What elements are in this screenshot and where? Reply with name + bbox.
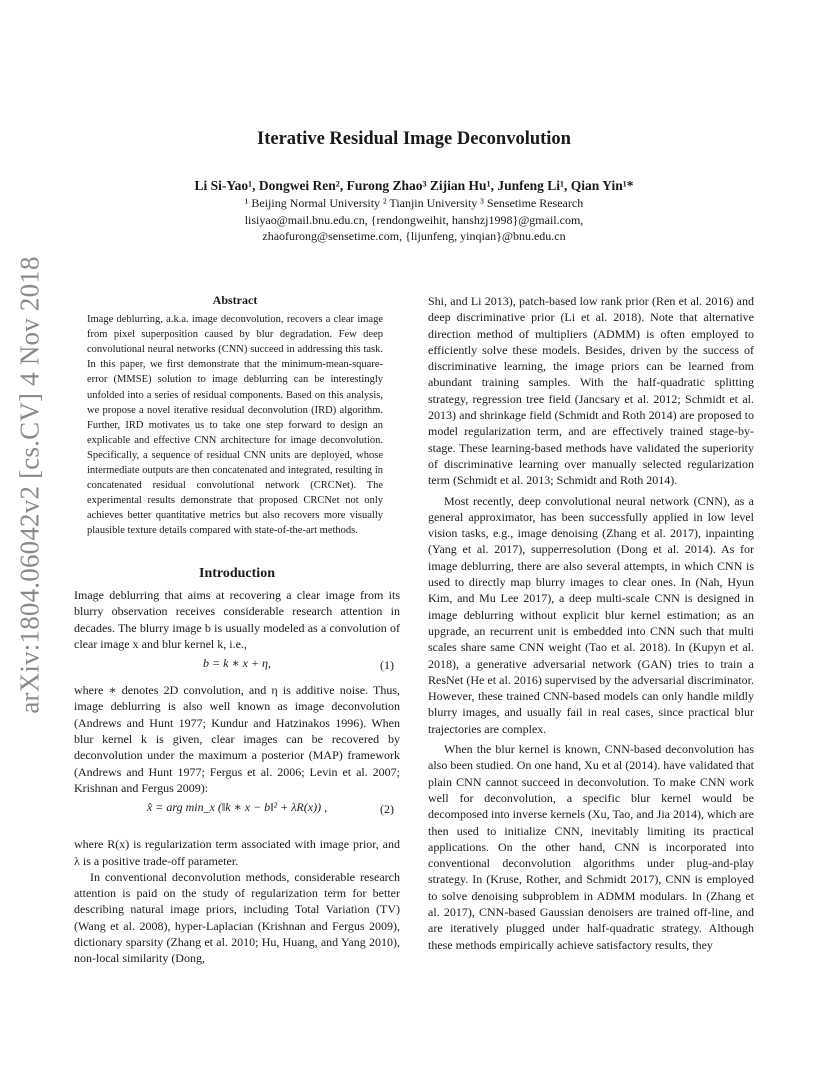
author-list: Li Si-Yao¹, Dongwei Ren², Furong Zhao³ Zijian Hu¹, Junfeng Li¹, Qian Yin¹* [194, 178, 634, 193]
paragraph: Shi, and Li 2013), patch-based low rank prior (Ren et al. 2016) and deep discriminative prior (Li et al. 2018). Note that alternative direction method of multipliers (ADMM) is often employed to efficiently solve these models. Besides, driven by the success of discriminative learning, the image priors can be learned from abundant training samples. With the half-quadratic splitting strategy, regression tree field (Jancsary et al. 2012; Schmidt et al. 2013) and shrinkage field (Schmidt and Roth 2014) are proposed to model regularization term, and are effectively trained stage-by-stage. These learning-based methods have validated the superiority of discriminative learning over manually selected regularization term (Schmidt et al. 2013; Schmidt and Roth 2014). [428, 294, 754, 488]
equation-number: (1) [380, 658, 394, 673]
equation-2 [74, 799, 400, 833]
right-column [428, 293, 754, 953]
paper-title: Iterative Residual Image Deconvolution [257, 129, 571, 149]
equation-1 [74, 655, 400, 679]
affiliation-line: ¹ Beijing Normal University ² Tianjin University ³ Sensetime Research [244, 196, 584, 210]
email-line: zhaofurong@sensetime.com, {lijunfeng, yinqian}@bnu.edu.cn [262, 229, 566, 243]
arxiv-stamp [10, 256, 50, 714]
abstract-section [87, 293, 383, 539]
abstract-text: Image deblurring, a.k.a. image deconvolution, recovers a clear image from pixel superposition caused by blur degradation. Few deep convolutional neural networks (CNN) succeed in addressing this task. In this paper, we first demonstrate that the minimum-mean-square-error (MMSE) solution to image deblurring can be interestingly unfolded into a series of residual components. Based on this analysis, we propose a novel iterative residual deconvolution (IRD) algorithm. Further, IRD motivates us to take one step forward to design an explicable and effective CNN architecture for image deconvolution. Specifically, a sequence of residual CNN units are deployed, whose intermediate outputs are then concatenated and integrated, resulting in concatenated residual convolutional network (CRCNet). The experimental results demonstrate that proposed CRCNet not only achieves better quantitative metrics but also recovers more visually plausible texture details compared with state-of-the-art methods. [87, 314, 383, 537]
paragraph: where ∗ denotes 2D convolution, and η is additive noise. Thus, image deblurring is also well known as image deconvolution (Andrews and Hunt 1977; Kundur and Hatzinakos 1996). When blur kernel k is given, clear images can be recovered by deconvolution under the maximum a posterior (MAP) framework (Andrews and Hunt 1977; Fergus et al. 2006; Levin et al. 2007; Krishnan and Fergus 2009): [74, 683, 400, 795]
email-line: lisiyao@mail.bnu.edu.cn, {rendongweihit, hanshzj1998}@gmail.com, [244, 213, 584, 227]
paragraph: Most recently, deep convolutional neural network (CNN), as a general approximator, has been successfully applied in low level vision tasks, e.g., image denoising (Zhang et al. 2017), inpainting (Yang et al. 2017), supperresolution (Dong et al. 2014). As for image deblurring, there are also several attempts, in which CNN is used to directly map blurry images to clear ones. In (Nah, Hyun Kim, and Mu Lee 2017), a deep multi-scale CNN is designed in image deblurring without explicit blur kernel estimation; as an upgrade, an recurrent unit is embedded into CNN such that multi scales share same CNN weight (Tao et al. 2018). In (Kupyn et al. 2018), a generative adversarial network (GAN) tries to train a ResNet (He et al. 2016) supervised by the adversarial discriminator. However, these trained CNN-based models can only handle mildly blurry images, and usually fail in real cases, since practical blur trajectories are complex. [428, 493, 754, 736]
paragraph: When the blur kernel is known, CNN-based deconvolution has also been studied. On one hand, Xu et al (2014). have validated that plain CNN cannot succeed in deconvolution. To make CNN work well for deconvolution, a specific blur kernel would be decomposed into inverse kernels (Xu, Tao, and Jia 2014), which are then used to initialize CNN, inevitably limiting its practical applications. On the other hand, CNN is incorporated into conventional deconvolution algorithms under plug-and-play strategy. In (Kruse, Rother, and Schmidt 2017), CNN is employed to solve denoising subproblem in ADMM modulars. In (Zhang et al. 2017), CNN-based Gaussian denoisers are trained off-line, and are iteratively plugged under half-quadratic strategy. Although these methods empirically achieve satisfactory results, they [428, 742, 754, 952]
arxiv-identifier: arXiv:1804.06042v2 [cs.CV] 4 Nov 2018 [14, 256, 45, 714]
equation-text: x̂ = arg min_x (‖k ∗ x − b‖² + λR(x)) , [146, 800, 328, 815]
abstract-heading: Abstract [212, 293, 258, 307]
equation-number: (2) [380, 802, 394, 817]
paragraph: In conventional deconvolution methods, considerable research attention is paid on the study of regularization term for better describing natural image priors, including Total Variation (TV) (Wang et al. 2008), hyper-Laplacian (Krishnan and Fergus 2009), dictionary sparsity (Zhang et al. 2010; Hu, Huang, and Yang 2010), non-local similarity (Dong, [74, 869, 400, 966]
equation-text: b = k ∗ x + η, [203, 656, 271, 671]
introduction-heading: Introduction [199, 566, 275, 581]
paragraph: where R(x) is regularization term associated with image prior, and λ is a positive trade-off parameter. [74, 837, 400, 868]
introduction-body [74, 587, 400, 967]
paragraph: Image deblurring that aims at recovering a clear image from its blurry observation receives considerable research attention in decades. The blurry image b is usually modeled as a convolution of clear image x and blur kernel k, i.e., [74, 588, 400, 651]
